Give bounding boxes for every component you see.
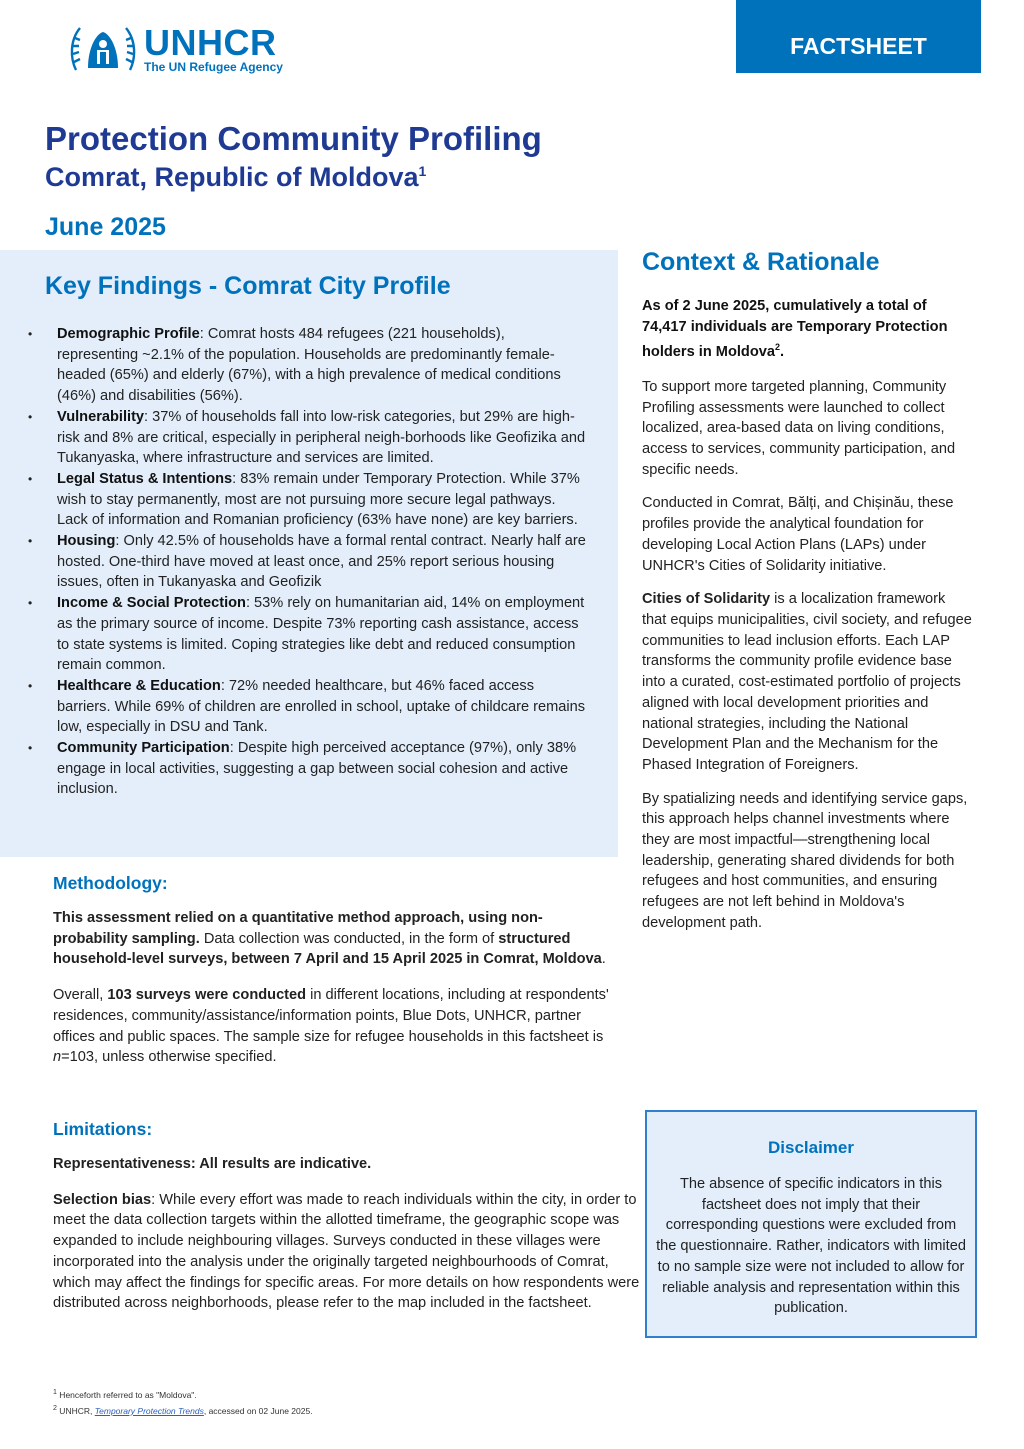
- context-lead-text: As of 2 June 2025, cumulatively a total of 74,417 individuals are Temporary Protection holders in Moldova: [642, 298, 948, 361]
- footnote-ref-1[interactable]: 1: [418, 163, 427, 179]
- methodology-bold: structured household-level surveys, between 7 April and 15 April 2025 in Comrat, Moldova: [53, 930, 602, 968]
- methodology-bold: This assessment relied on a quantitative method approach, using non-probability sampling.: [53, 910, 543, 947]
- finding-text: : Only 42.5% of households have a formal rental contract. Nearly half are hosted. One-third have moved at least once, and 25% report serious housing issues, often in Tukanyaska and Geofizik: [57, 533, 586, 591]
- context-text: is a localization framework that equips municipalities, civil society, and refugee communities to lead inclusion efforts. Each LAP transforms the community profile evidence base into a curated, cost-estimated portfolio of projects aligned with local development priorities and national strategies, including the National Development Plan and the Mechanism for the Phased Integration of Foreigners.: [642, 591, 972, 773]
- key-findings-list: [28, 324, 588, 800]
- footnote-2: [53, 1402, 313, 1418]
- context-lead: As of 2 June 2025, cumulatively a total of 74,417 individuals are Temporary Protection holders in Moldova$^2$.: [642, 298, 948, 361]
- list-item: [28, 324, 588, 407]
- disclaimer-text: The absence of specific indicators in this factsheet does not imply that their corresponding questions were excluded from the questionnaire. Rather, indicators with limited to no sample size were not included to allow for reliable analysis and representation within this publication.: [656, 1176, 966, 1317]
- list-item: [28, 469, 588, 531]
- sample-size-symbol: n: [53, 1049, 62, 1066]
- limitations-paragraph: [53, 1190, 648, 1314]
- footnote-text: Henceforth referred to as "Moldova".: [56, 1389, 197, 1400]
- subtitle-text: Comrat, Republic of Moldova: [45, 162, 419, 192]
- finding-text: : 37% of households fall into low-risk categories, but 29% are high-risk and 8% are critical, especially in peripheral neigh-borhoods like Geofizika and Tukanyaska, where infrastructure and services are limited.: [57, 408, 586, 467]
- finding-label: Healthcare & Education: [57, 677, 221, 694]
- methodology-bold: 103 surveys were conducted: [107, 987, 307, 1004]
- limitations-body: [53, 1154, 648, 1329]
- context-paragraph: To support more targeted planning, Community Profiling assessments were launched to collect localized, area-based data on living conditions, access to services, community participation, and specific needs.: [642, 378, 956, 478]
- list-item: [28, 531, 588, 593]
- disclaimer-box: [645, 1110, 977, 1338]
- finding-label: Legal Status & Intentions: [57, 470, 233, 487]
- list-item: [28, 593, 588, 676]
- bullet-icon: •: [28, 471, 33, 486]
- finding-label: Housing: [57, 533, 116, 550]
- methodology-paragraph: [53, 985, 613, 1068]
- finding-label: Community Participation: [57, 740, 230, 757]
- finding-text: : 53% rely on humanitarian aid, 14% on employment as the primary source of income. Despite 73% reporting cash assistance, access to state systems is limited. Coping strategies like debt and reduced consumption remain common.: [57, 595, 585, 674]
- methodology-text: =103, unless otherwise specified.: [61, 1049, 277, 1066]
- logo-wordmark: UNHCR: [144, 22, 277, 63]
- context-bold: Cities of Solidarity: [642, 591, 771, 608]
- limitations-text: : While every effort was made to reach individuals within the city, in order to meet the data collection targets within the allotted timeframe, the geographic scope was expanded to include neighbouring villages. Surveys conducted in these villages were incorporated into the analysis under the originally targeted neighbourhoods of Comrat, which may affect the findings for specific areas. For more details on how respondents were distributed across neighborhoods, please refer to the map included in the factsheet.: [53, 1191, 640, 1312]
- limitations-title: Limitations:: [53, 1119, 153, 1139]
- footnote-number: 1: [53, 1388, 57, 1396]
- methodology-text: Data collection was conducted, in the form of: [199, 930, 499, 947]
- methodology-title: Methodology:: [53, 873, 168, 893]
- logo-tagline: The UN Refugee Agency: [144, 60, 283, 74]
- bullet-icon: •: [28, 327, 33, 341]
- report-date: June 2025: [45, 213, 166, 241]
- footnote-text: UNHCR,: [56, 1405, 95, 1416]
- key-findings-title: Key Findings - Comrat City Profile: [45, 272, 451, 300]
- finding-text: : 72% needed healthcare, but 46% faced access barriers. While 69% of children are enrolled in school, uptake of childcare remains low, especially in DSU and Tank.: [57, 677, 586, 736]
- footnote-text: , accessed on 02 June 2025.: [203, 1405, 313, 1416]
- context-paragraph: By spatializing needs and identifying service gaps, this approach helps channel investments where they are most impactful—strengthening local leadership, generating shared dividends for both refugees and host communities, and ensuring refugees are not left behind in Moldova's development path.: [642, 790, 968, 931]
- footnote-number: 2: [53, 1403, 57, 1412]
- factsheet-badge: FACTSHEET: [736, 0, 981, 73]
- bullet-icon: •: [28, 741, 33, 756]
- temporary-protection-trends-link[interactable]: Temporary Protection Trends: [94, 1405, 204, 1416]
- methodology-text: .: [601, 951, 606, 968]
- finding-text: : 83% remain under Temporary Protection. While 37% wish to stay permanently, most are not pursuing more secure legal pathways. Lack of information and Romanian proficiency (63% have none) are key barriers.: [57, 470, 580, 529]
- finding-label: Demographic Profile: [57, 326, 200, 342]
- bullet-icon: •: [28, 596, 33, 611]
- methodology-body: [53, 908, 613, 1083]
- footnote-1: [53, 1386, 313, 1402]
- bullet-icon: •: [28, 409, 33, 424]
- methodology-paragraph: [53, 908, 613, 970]
- finding-text: : Despite high perceived acceptance (97%), only 38% engage in local activities, suggesting a gap between social cohesion and active inclusion.: [57, 740, 577, 798]
- limitations-bold: Selection bias: [53, 1191, 152, 1208]
- footnotes: [53, 1386, 313, 1418]
- context-paragraph: Conducted in Comrat, Bălți, and Chișinău, these profiles provide the analytical foundation for developing Local Action Plans (LAPs) under UNHCR's Cities of Solidarity initiative.: [642, 495, 954, 574]
- context-title: Context & Rationale: [642, 248, 880, 276]
- finding-label: Vulnerability: [57, 408, 145, 425]
- list-item: [28, 407, 588, 469]
- context-column: [642, 296, 972, 947]
- disclaimer-title: Disclaimer: [768, 1138, 854, 1157]
- list-item: [28, 676, 588, 738]
- list-item: [28, 738, 588, 800]
- page-title: Protection Community Profiling: [45, 120, 542, 157]
- context-paragraph: [642, 589, 972, 775]
- finding-text: : Comrat hosts 484 refugees (221 households), representing ~2.1% of the population. Households are predominantly female-headed (65%) and elderly (67%), with a high prevalence of medical conditions (46%) and disabilities (56%).: [57, 326, 561, 405]
- bullet-icon: •: [28, 534, 33, 549]
- methodology-text: Overall,: [53, 987, 108, 1004]
- methodology-text: in different locations, including at respondents' residences, community/assistance/information points, Blue Dots, UNHCR, partner offices and public spaces. The sample size for refugee households in this factsheet is: [53, 987, 609, 1045]
- unhcr-logo: [70, 20, 310, 80]
- finding-label: Income & Social Protection: [57, 595, 246, 612]
- limitations-bold: Representativeness: All results are indicative.: [53, 1156, 372, 1172]
- footnote-ref-2[interactable]: 2: [774, 342, 780, 353]
- limitations-paragraph: [53, 1154, 648, 1175]
- bullet-icon: •: [28, 678, 33, 693]
- page-subtitle: [45, 162, 426, 193]
- unhcr-emblem-icon: [70, 22, 136, 78]
